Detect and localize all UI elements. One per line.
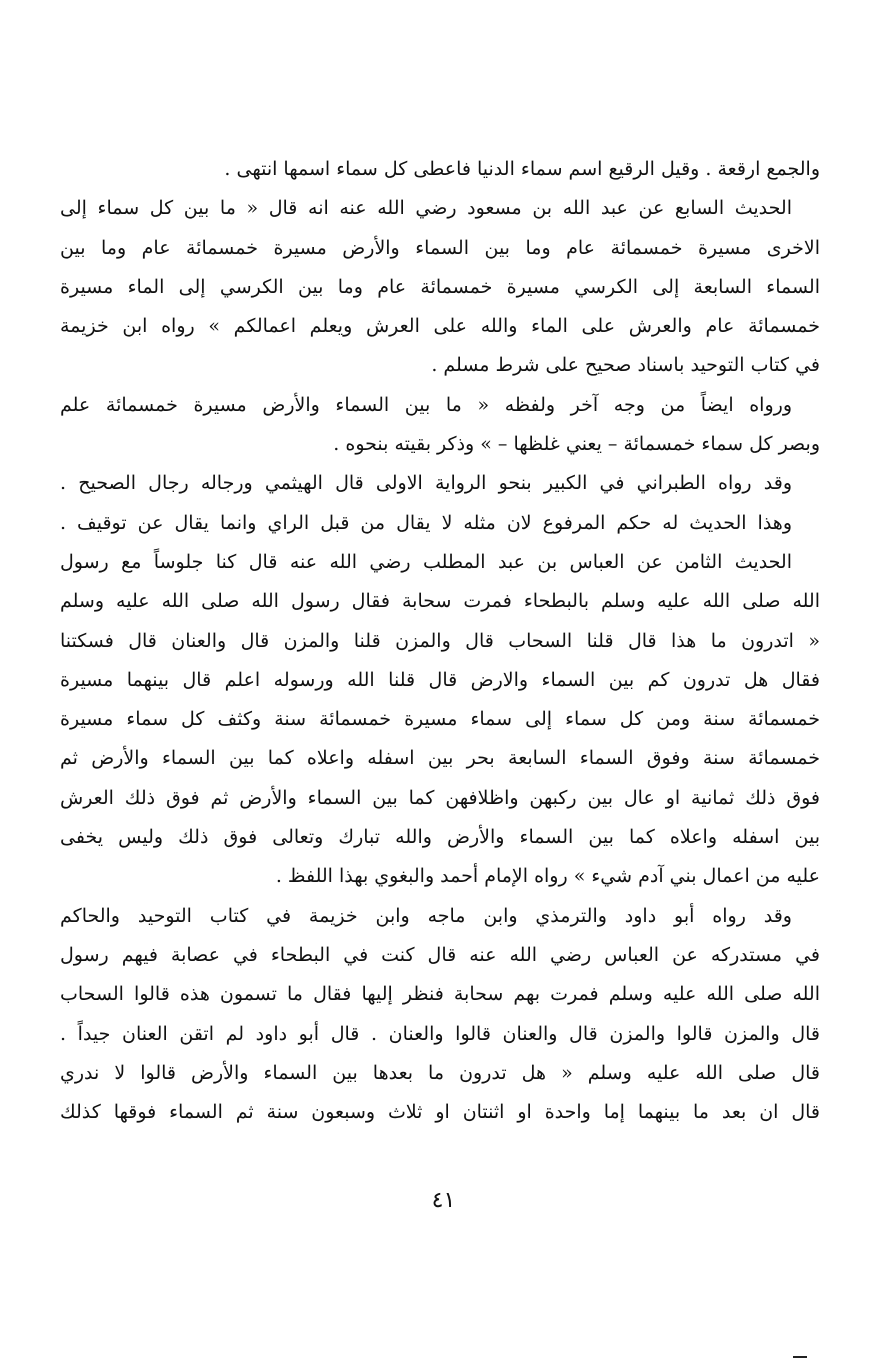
text-line: قال والمزن قالوا والمزن قال والعنان قالوا والعنان . قال أبو داود لم اتقن العنان جيداً . — [60, 1022, 820, 1045]
text-line: عليه من اعمال بني آدم شيء » رواه الإمام أحمد والبغوي بهذا اللفظ . — [275, 865, 820, 888]
text-line: وهذا الحديث له حكم المرفوع لان مثله لا يقال من قبل الراي وانما يقال عن توقيف . — [60, 511, 792, 534]
text-line: فوق ذلك ثمانية او عال بين ركبهن واظلافهن كما بين السماء والأرض ثم فوق ذلك العرش — [60, 786, 820, 809]
text-line: وقد رواه أبو داود والترمذي وابن ماجه وابن خزيمة في كتاب التوحيد والحاكم — [60, 904, 792, 927]
text-line: خمسمائة سنة وفوق السماء السابعة بحر بين اسفله واعلاه كما بين السماء والأرض ثم — [60, 747, 820, 770]
text-line: قال ان بعد ما بينهما إما واحدة او اثنتان او ثلاث وسبعون سنة ثم السماء فوقها كذلك — [60, 1101, 820, 1124]
text-line: فقال هل تدرون كم بين السماء والارض قال قلنا الله ورسوله اعلم قال بينهما مسيرة — [60, 668, 820, 691]
text-line: الحديث السابع عن عبد الله بن مسعود رضي الله عنه انه قال « ما بين كل سماء إلى — [60, 197, 792, 220]
text-line: وقد رواه الطبراني في الكبير بنحو الرواية الاولى قال الهيثمي ورجاله رجال الصحيح . — [60, 472, 792, 495]
text-line: الله صلى الله عليه وسلم بالبطحاء فمرت سحابة فقال رسول الله صلى الله عليه وسلم — [60, 590, 820, 613]
text-line: السماء السابعة إلى الكرسي مسيرة خمسمائة عام وما بين الكرسي إلى الماء مسيرة — [60, 275, 820, 298]
text-line: خمسمائة عام والعرش على الماء والله على العرش ويعلم اعمالكم » رواه ابن خزيمة — [60, 315, 820, 338]
scan-speck — [793, 1356, 807, 1358]
text-line: وبصر كل سماء خمسمائة – يعني غلظها – » وذكر بقيته بنحوه . — [333, 433, 820, 456]
page-number: ٤١ — [431, 1188, 456, 1213]
text-line: بين اسفله واعلاه كما بين السماء والأرض والله تبارك وتعالى فوق ذلك وليس يخفى — [60, 826, 820, 849]
text-line: الحديث الثامن عن العباس بن عبد المطلب رضي الله عنه قال كنا جلوساً مع رسول — [60, 550, 792, 573]
text-line: في كتاب التوحيد باسناد صحيح على شرط مسلم . — [431, 354, 820, 377]
text-line: الاخرى مسيرة خمسمائة عام وما بين السماء والأرض مسيرة خمسمائة عام وما بين — [60, 236, 820, 259]
text-line: الله صلى الله عليه وسلم فمرت بهم سحابة فنظر إليها فقال ما تسمون هذه قالوا السحاب — [60, 983, 820, 1006]
text-line: في مستدركه عن العباس رضي الله عنه قال كنت في البطحاء في عصابة فيهم رسول — [60, 943, 820, 966]
text-line: والجمع ارقعة . وقيل الرقيع اسم سماء الدنيا فاعطى كل سماء اسمها انتهى . — [224, 158, 820, 180]
text-line: ورواه ايضاً من وجه آخر ولفظه « ما بين السماء والأرض مسيرة خمسمائة علم — [60, 393, 792, 416]
text-line: قال صلى الله عليه وسلم « هل تدرون ما بعدها بين السماء والأرض قالوا لا ندري — [60, 1061, 820, 1084]
text-line: خمسمائة سنة ومن كل سماء إلى سماء مسيرة خمسمائة سنة وكثف كل سماء مسيرة — [60, 708, 820, 731]
text-line: « اتدرون ما هذا قال قلنا السحاب قال والمزن قلنا والمزن قال والعنان قال فسكتنا — [60, 629, 820, 652]
page-body — [60, 150, 820, 1132]
